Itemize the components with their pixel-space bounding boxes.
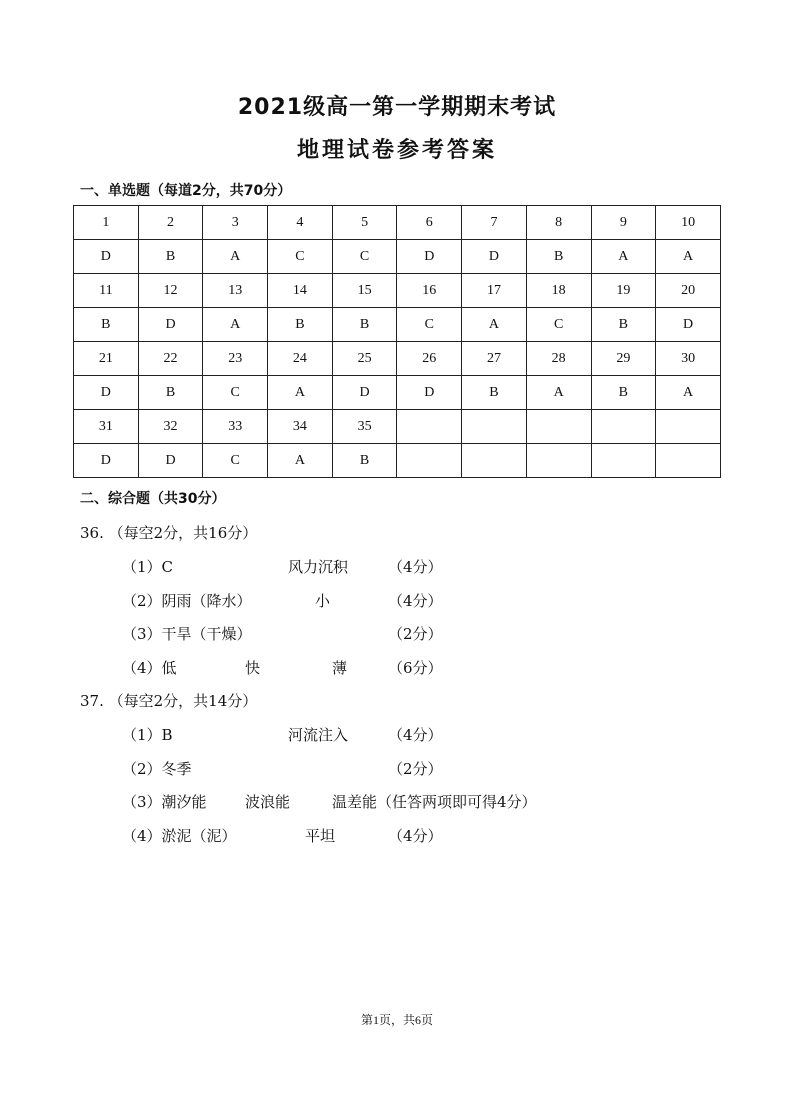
- answer-cell: A: [656, 240, 721, 274]
- question-number-cell: 4: [268, 206, 333, 240]
- question-number-cell: 31: [74, 410, 139, 444]
- q36-answer-b: 快: [245, 659, 261, 677]
- answer-cell: D: [74, 444, 139, 478]
- q36-score: （6分）: [388, 659, 443, 677]
- question-number-cell: 25: [332, 342, 397, 376]
- question-number-cell: 15: [332, 274, 397, 308]
- answer-cell: A: [203, 240, 268, 274]
- q36-answer-a: （3）干旱（干燥）: [122, 625, 252, 643]
- answer-table: [73, 205, 721, 478]
- q37-answer-a: （4）淤泥（泥）: [122, 827, 237, 845]
- question-number-cell: 9: [591, 206, 656, 240]
- answer-cell: C: [268, 240, 333, 274]
- question-number-row: [74, 342, 721, 376]
- answer-cell: [656, 444, 721, 478]
- q36-score: （2分）: [388, 625, 443, 643]
- document-title: 2021级高一第一学期期末考试: [237, 95, 557, 120]
- answer-cell: D: [462, 240, 527, 274]
- question-number-cell: 5: [332, 206, 397, 240]
- answer-cell: [526, 444, 591, 478]
- question-number-cell: 21: [74, 342, 139, 376]
- q36-answer-b: 风力沉积: [288, 558, 349, 576]
- question-number-row: [74, 410, 721, 444]
- question-number-cell: [656, 410, 721, 444]
- answer-cell: B: [332, 444, 397, 478]
- question-number-cell: 10: [656, 206, 721, 240]
- q37-score: （4分）: [388, 726, 443, 744]
- q37-answer-b: 平坦: [305, 827, 336, 845]
- answer-cell: A: [591, 240, 656, 274]
- question-number-cell: 24: [268, 342, 333, 376]
- question-number-cell: [397, 410, 462, 444]
- page-footer: 第1页，共6页: [360, 1013, 433, 1027]
- answer-cell: [397, 444, 462, 478]
- answer-cell: A: [462, 308, 527, 342]
- q36-score: （4分）: [388, 558, 443, 576]
- q37-answer-b: 河流注入: [288, 726, 349, 744]
- question-number-cell: [591, 410, 656, 444]
- answer-cell: C: [526, 308, 591, 342]
- question-number-cell: 17: [462, 274, 527, 308]
- answer-cell: A: [268, 444, 333, 478]
- q36-answer-b: 小: [315, 592, 331, 610]
- answer-cell: B: [268, 308, 333, 342]
- answer-cell: C: [332, 240, 397, 274]
- answer-cell: B: [591, 376, 656, 410]
- question-number-cell: 7: [462, 206, 527, 240]
- question-number-row: [74, 206, 721, 240]
- answer-cell: A: [526, 376, 591, 410]
- answer-cell: B: [332, 308, 397, 342]
- q36-answer-a: （2）阴雨（降水）: [122, 592, 252, 610]
- question-number-cell: 26: [397, 342, 462, 376]
- q36-answer-a: （4）低: [122, 659, 177, 677]
- answer-cell: D: [332, 376, 397, 410]
- answer-cell: B: [526, 240, 591, 274]
- answer-row: [74, 376, 721, 410]
- answer-cell: B: [138, 376, 203, 410]
- answer-cell: B: [74, 308, 139, 342]
- document-subtitle: 地理试卷参考答案: [296, 138, 497, 163]
- q37-answer-a: （2）冬季: [122, 760, 192, 778]
- q37-answer-a: （3）潮汐能: [122, 793, 207, 811]
- q37-answer-a: （1）B: [122, 726, 173, 744]
- answer-cell: [462, 444, 527, 478]
- question-number-cell: 8: [526, 206, 591, 240]
- answer-cell: B: [462, 376, 527, 410]
- answer-cell: D: [138, 444, 203, 478]
- answer-cell: A: [656, 376, 721, 410]
- question-36-header: 36. （每空2分，共16分）: [80, 524, 258, 542]
- question-number-cell: 27: [462, 342, 527, 376]
- answer-cell: A: [203, 308, 268, 342]
- answer-cell: D: [138, 308, 203, 342]
- question-number-cell: 1: [74, 206, 139, 240]
- question-number-cell: [462, 410, 527, 444]
- answer-row: [74, 308, 721, 342]
- answer-row: [74, 444, 721, 478]
- q36-answer-c: 薄: [332, 659, 348, 677]
- question-37-header: 37. （每空2分，共14分）: [80, 692, 258, 710]
- question-number-cell: 13: [203, 274, 268, 308]
- question-number-cell: 2: [138, 206, 203, 240]
- answer-cell: B: [138, 240, 203, 274]
- question-number-cell: 14: [268, 274, 333, 308]
- question-number-cell: 20: [656, 274, 721, 308]
- answer-cell: B: [591, 308, 656, 342]
- question-number-cell: 32: [138, 410, 203, 444]
- question-number-cell: 30: [656, 342, 721, 376]
- section-heading-comprehensive: 二、综合题（共30分）: [80, 491, 226, 507]
- q36-answer-a: （1）C: [122, 558, 174, 576]
- answer-cell: D: [74, 240, 139, 274]
- question-number-cell: 33: [203, 410, 268, 444]
- answer-cell: D: [397, 240, 462, 274]
- answer-cell: C: [203, 444, 268, 478]
- question-number-cell: 34: [268, 410, 333, 444]
- q37-score: （4分）: [388, 827, 443, 845]
- question-number-cell: 16: [397, 274, 462, 308]
- answer-cell: C: [203, 376, 268, 410]
- question-number-cell: 11: [74, 274, 139, 308]
- question-number-cell: 18: [526, 274, 591, 308]
- answer-cell: C: [397, 308, 462, 342]
- question-number-cell: 35: [332, 410, 397, 444]
- question-number-cell: 28: [526, 342, 591, 376]
- answer-cell: D: [74, 376, 139, 410]
- q36-score: （4分）: [388, 592, 443, 610]
- question-number-cell: 3: [203, 206, 268, 240]
- answer-cell: D: [656, 308, 721, 342]
- question-number-cell: 6: [397, 206, 462, 240]
- question-number-cell: 29: [591, 342, 656, 376]
- question-number-cell: 22: [138, 342, 203, 376]
- question-number-row: [74, 274, 721, 308]
- section-heading-single-choice: 一、单选题（每道2分，共70分）: [80, 183, 292, 199]
- q37-score: （2分）: [388, 760, 443, 778]
- q37-answer-b: 波浪能: [245, 793, 291, 811]
- question-number-cell: 23: [203, 342, 268, 376]
- answer-cell: [591, 444, 656, 478]
- question-number-cell: 19: [591, 274, 656, 308]
- answer-row: [74, 240, 721, 274]
- question-number-cell: 12: [138, 274, 203, 308]
- answer-cell: D: [397, 376, 462, 410]
- question-number-cell: [526, 410, 591, 444]
- q37-answer-c: 温差能（任答两项即可得4分）: [332, 793, 537, 811]
- answer-cell: A: [268, 376, 333, 410]
